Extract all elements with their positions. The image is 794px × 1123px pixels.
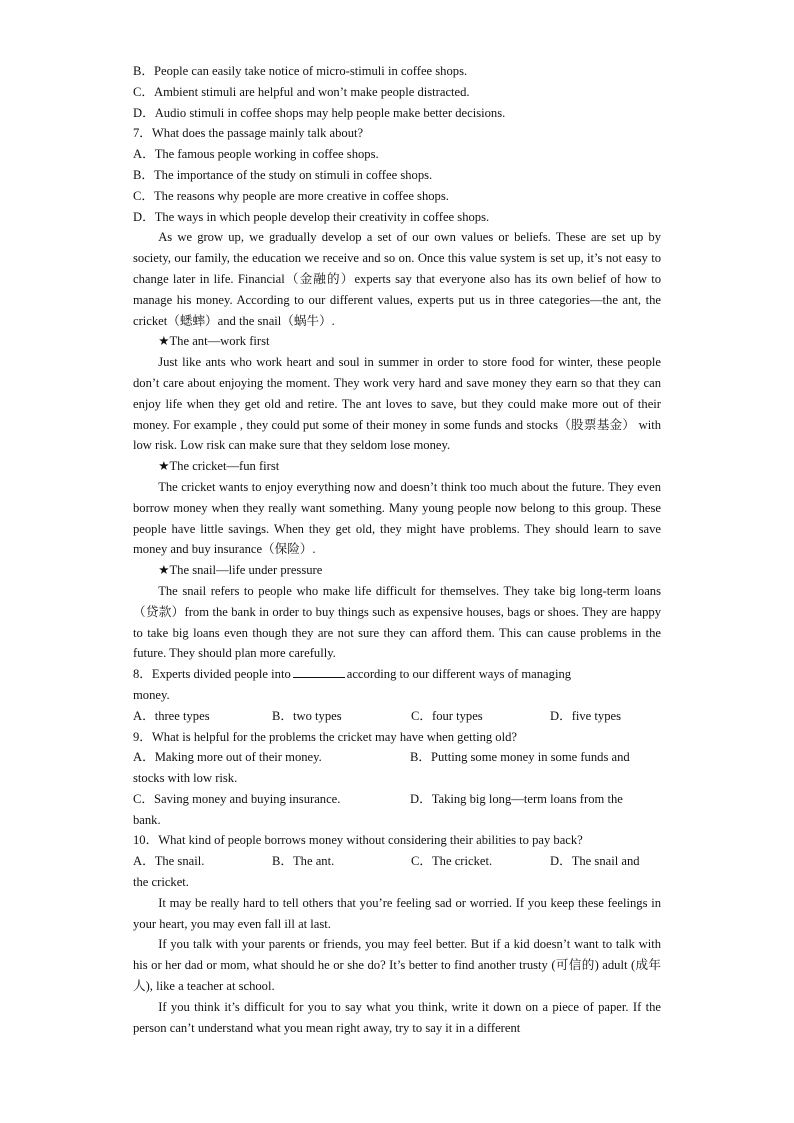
q7-option-b: B．The importance of the study on stimuli in coffee shops. (133, 167, 433, 182)
q8-option-c: C．four types (411, 708, 483, 723)
section-heading-ant: ★The ant—work first (158, 334, 270, 349)
q10-option-c: C．The cricket. (411, 854, 493, 869)
q9-options-cd (133, 789, 661, 810)
q6-option-b: B．People can easily take notice of micro-stimuli in coffee shops. (133, 64, 468, 78)
q8-stem (133, 664, 661, 685)
answer-blank (293, 665, 345, 678)
q10-option-b: B．The ant. (272, 854, 335, 869)
q7-option-d: D．The ways in which people develop their creativity in coffee shops. (133, 209, 490, 224)
q10-option-a: A．The snail. (133, 854, 205, 869)
passage3-paragraph-3: If you think it’s difficult for you to say what you think, write it down on a piece of paper. If the person can’t understand what you mean right away, try to say it in a different (133, 999, 661, 1035)
q10-stem: 10．What kind of people borrows money without considering their abilities to pay back? (133, 833, 583, 848)
section-text-snail: The snail refers to people who make life difficult for themselves. They take big long-term loans（贷款）from the bank in order to buy things such as expensive houses, bags or shoes. They are happy to take big loans even though they are not sure they can afford them. This can cause problems in the future. They should plan more carefully. (133, 583, 661, 661)
q8-option-b: B．two types (272, 708, 342, 723)
q9-option-d-cont: bank. (133, 812, 161, 827)
q8-stem-part-a: 8．Experts divided people into (133, 667, 291, 682)
section-heading-cricket: ★The cricket—fun first (158, 459, 280, 474)
q7-option-c: C．The reasons why people are more creative in coffee shops. (133, 188, 449, 203)
q9-option-a: A．Making more out of their money. (133, 750, 322, 765)
q7-option-a: A．The famous people working in coffee shops. (133, 147, 379, 162)
q9-option-c: C．Saving money and buying insurance. (133, 791, 341, 806)
q9-option-b-cont: stocks with low risk. (133, 771, 238, 786)
q8-options (133, 706, 661, 727)
section-text-cricket: The cricket wants to enjoy everything now and doesn’t think too much about the future. They even borrow money when they really want something. Many young people now belong to this group. These people have little savings. When they get old, they might have problems. They should learn to save money and buy insurance（保险）. (133, 479, 661, 557)
passage3-paragraph-2: If you talk with your parents or friends, you may feel better. But if a kid doesn’t want to talk with his or her dad or mom, what should he or she do? It’s better to find another trusty (可信的) adult (成年人), like a teacher at school. (133, 937, 661, 994)
q8-stem-cont: money. (133, 687, 170, 702)
q9-stem: 9．What is helpful for the problems the cricket may have when getting old? (133, 729, 517, 744)
q6-option-d: D．Audio stimuli in coffee shops may help people make better decisions. (133, 105, 506, 120)
section-heading-snail: ★The snail—life under pressure (158, 563, 323, 578)
passage3-paragraph-1: It may be really hard to tell others that you’re feeling sad or worried. If you keep these feelings in your heart, you may even fall ill at last. (133, 895, 661, 931)
q9-options-ab (133, 747, 661, 768)
q8-stem-part-b: according to our different ways of managing (346, 667, 572, 682)
q7-stem: 7．What does the passage mainly talk about? (133, 126, 364, 141)
passage2-intro: As we grow up, we gradually develop a set of our own values or beliefs. These are set up by society, our family, the education we receive and so on. Once this value system is set up, it’s not easy to change later in life. Financial（金融的）experts say that everyone also has its own belief of how to manage his money. According to our different values, experts put us in three categories—the ant, the cricket（蟋蟀）and the snail（蜗牛）. (133, 230, 661, 328)
q9-option-b: B．Putting some money in some funds and (410, 750, 630, 765)
q10-option-d-cont: the cricket. (133, 875, 189, 890)
document-page (133, 61, 661, 1038)
q6-option-c: C．Ambient stimuli are helpful and won’t make people distracted. (133, 84, 470, 99)
section-text-ant: Just like ants who work heart and soul in summer in order to store food for winter, these people don’t care about enjoying the moment. They work very hard and save money they earn so that they can enjoy life when they get old and retire. The ant loves to save, but they could make more out of their money. For example , they could put some of their money in some funds and stocks（股票基金） with low risk. Low risk can make sure that they seldom lose money. (133, 355, 661, 453)
q10-options (133, 851, 661, 872)
q10-option-d: D．The snail and (550, 854, 640, 869)
q9-option-d: D．Taking big long—term loans from the (410, 791, 623, 806)
q8-option-d: D．five types (550, 708, 621, 723)
q8-option-a: A．three types (133, 708, 210, 723)
